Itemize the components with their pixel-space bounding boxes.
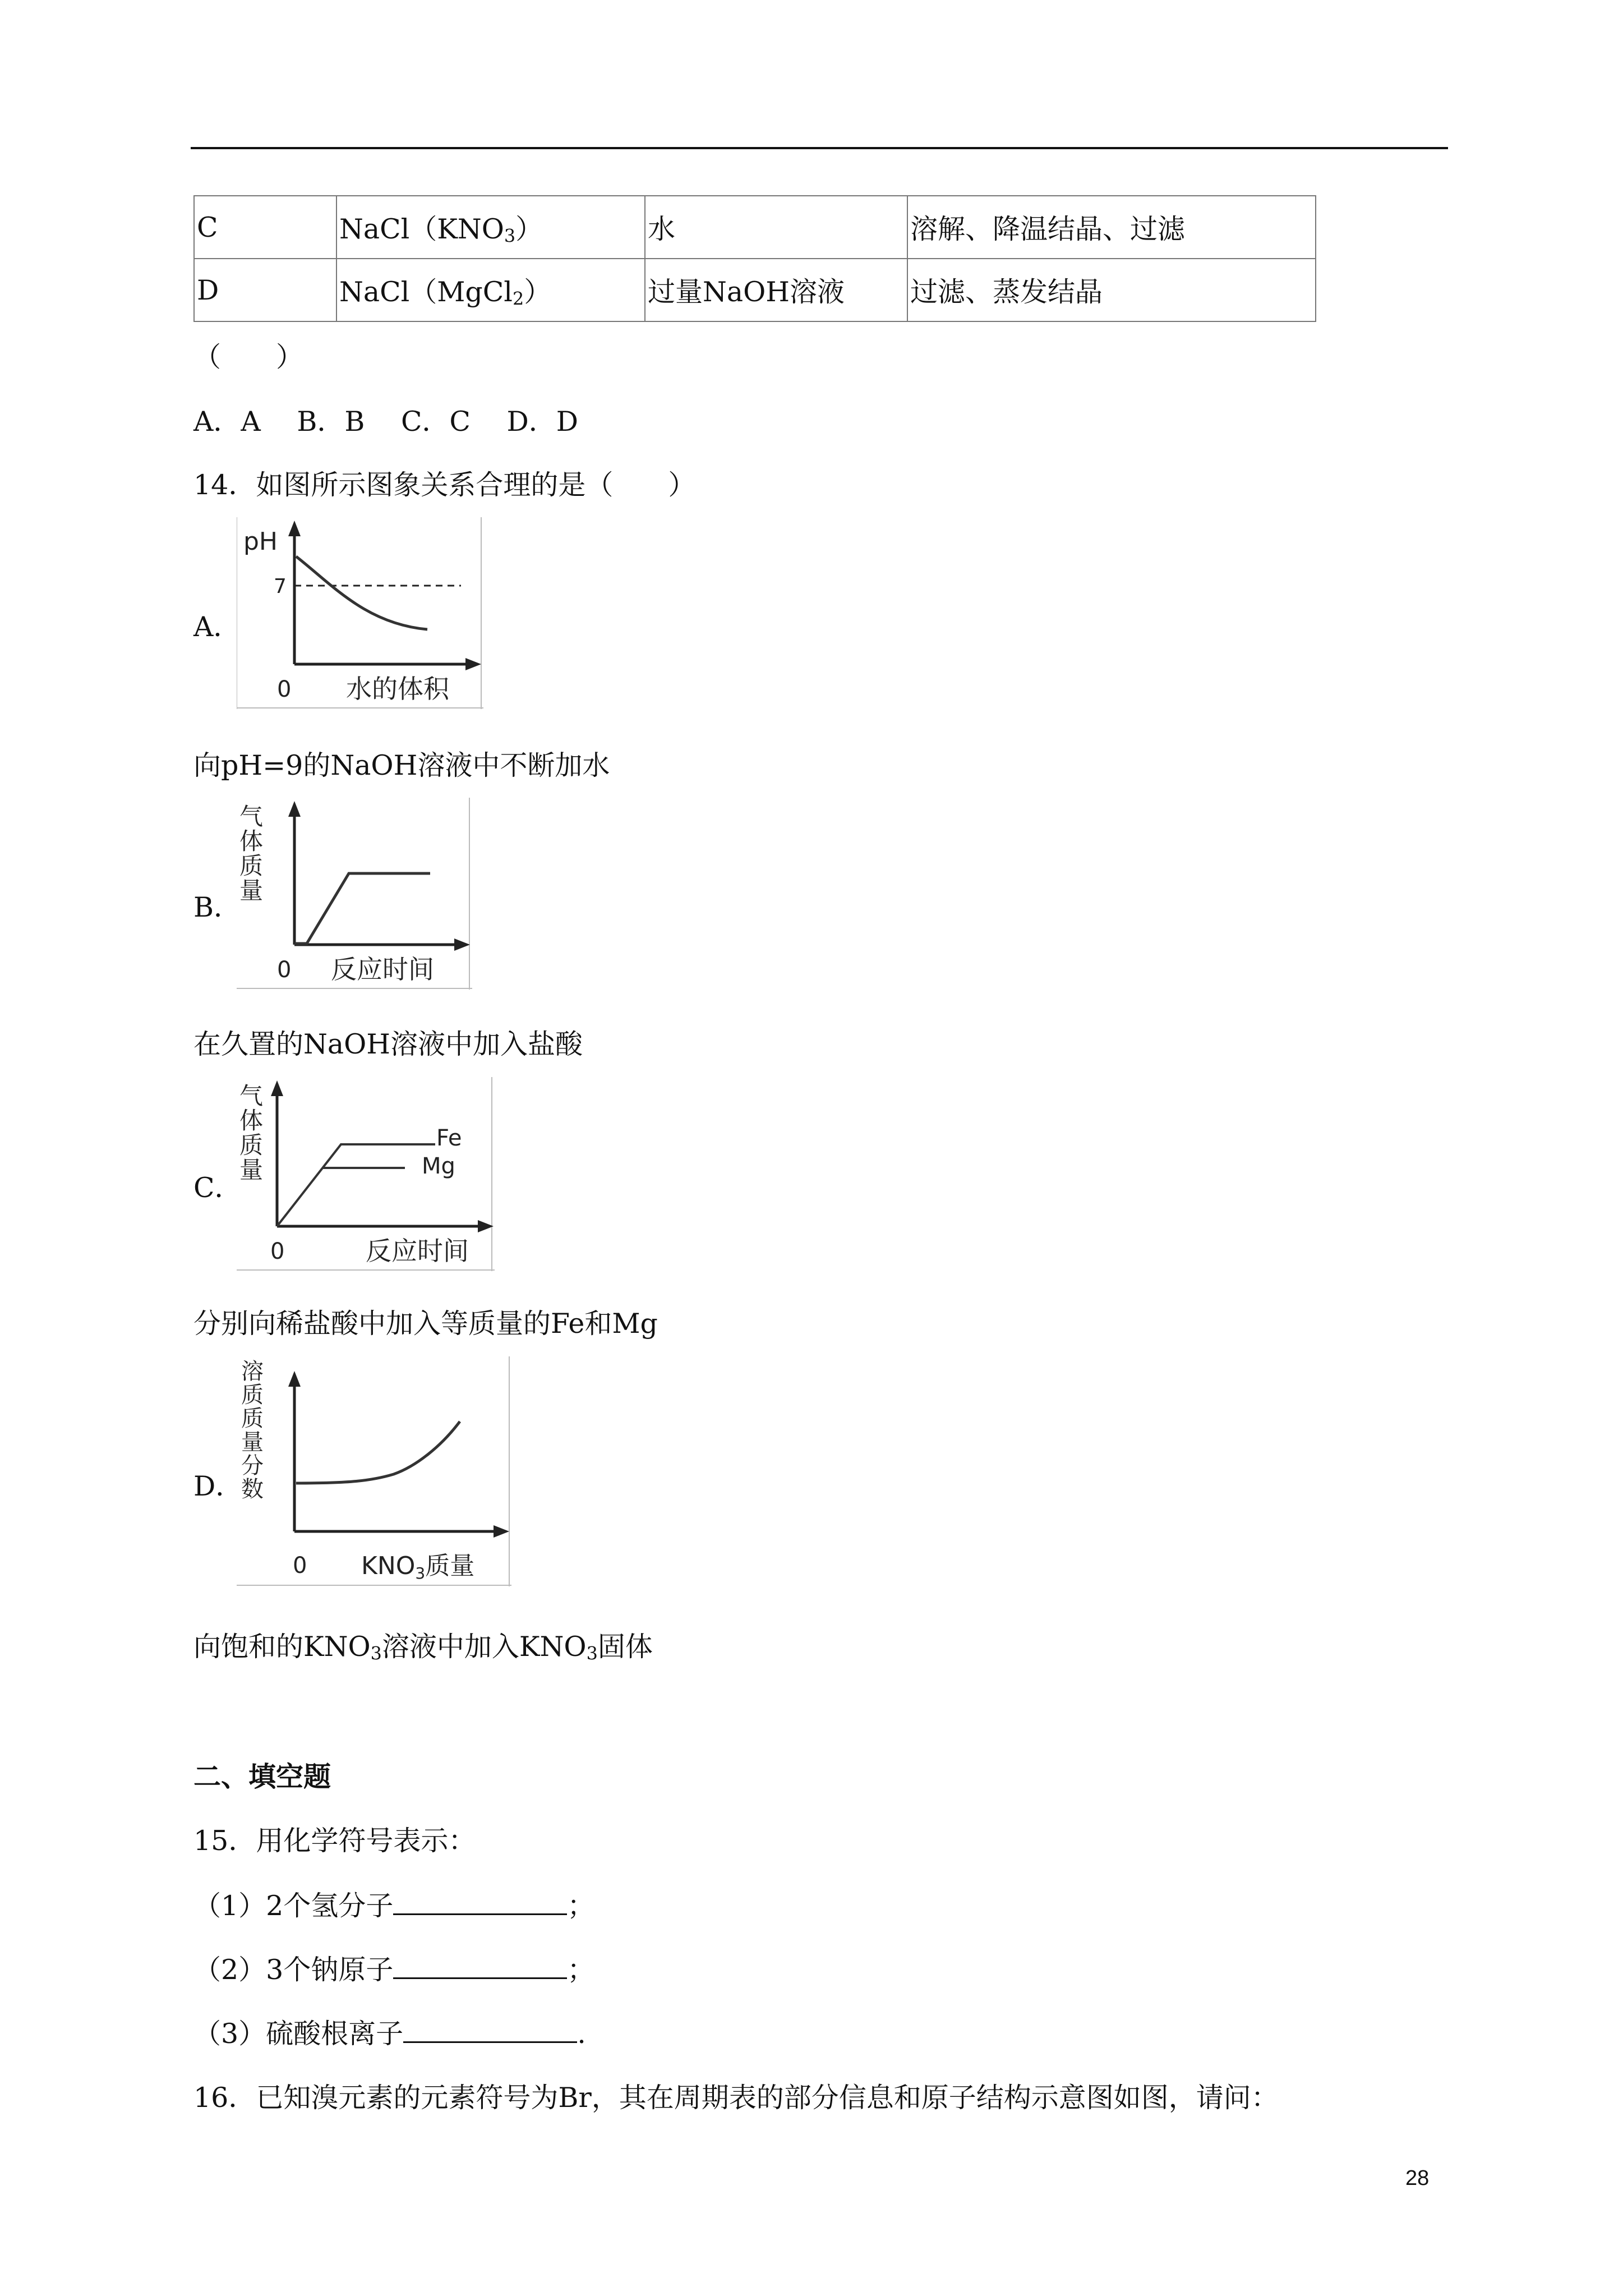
sample-cell: NaCl（MgCl$_2$）	[336, 259, 645, 321]
option-c-letter: C．	[193, 1172, 242, 1204]
y-axis-label	[239, 803, 263, 904]
y-axis-label-char: 量	[241, 1429, 264, 1455]
y-axis-label: pH	[243, 527, 278, 556]
q15-item-2: （2）3个钠原子 ；	[193, 1954, 595, 1986]
option-a-caption: 向pH=9的NaOH溶液中不断加水	[193, 749, 610, 781]
y-axis-label-char: 量	[239, 877, 264, 904]
y-axis-arrow	[288, 521, 301, 536]
y-axis-label	[239, 1082, 263, 1184]
section-title: 二、填空题	[193, 1761, 331, 1793]
y-axis-arrow	[288, 801, 301, 817]
answer-blank[interactable]	[393, 1955, 567, 1979]
origin-label: 0	[277, 677, 292, 702]
q13-choices: A．A B．B C．C D．D	[193, 406, 579, 438]
answer-blank[interactable]	[403, 2019, 577, 2043]
y-axis-label-char: 分	[241, 1453, 264, 1479]
answer-paren: （ ）	[193, 341, 304, 373]
y-axis-label-char: 质	[239, 1131, 264, 1159]
fe-curve	[277, 1144, 435, 1226]
sample-cell: $NaCl(KNO_3)$	[336, 196, 645, 259]
row-label: D	[194, 259, 336, 321]
reagent-cell: 水	[645, 196, 907, 259]
x-axis-arrow	[478, 1220, 494, 1232]
y-axis-label-char: 溶	[241, 1359, 264, 1384]
y-axis-label-char: 体	[239, 1107, 264, 1134]
y-axis-arrow	[271, 1080, 283, 1096]
option-b-letter: B．	[193, 891, 242, 923]
option-a-letter: A．	[193, 611, 241, 643]
graph-a	[237, 517, 483, 709]
y-axis-arrow	[288, 1371, 301, 1387]
graph-b	[237, 798, 472, 990]
y-axis-label	[241, 1359, 264, 1502]
option-c-caption: 分别向稀盐酸中加入等质量的Fe和Mg	[193, 1308, 658, 1340]
options-table	[193, 195, 1316, 322]
origin-label: 0	[277, 957, 292, 983]
y-axis-label-char: 量	[239, 1156, 264, 1184]
x-axis-arrow	[494, 1525, 509, 1538]
x-axis-label: KNO3质量	[361, 1552, 475, 1582]
q14-stem: 14．如图所示图象关系合理的是（ ）	[193, 469, 696, 501]
reagent-cell: 过量NaOH溶液	[645, 259, 907, 321]
option-d-letter: D．	[193, 1470, 243, 1502]
series-label-mg: Mg	[422, 1153, 455, 1179]
y-axis-label-char: 气	[239, 803, 264, 830]
table-row	[194, 259, 1316, 321]
y-axis-label-char: 气	[239, 1082, 264, 1110]
x-axis-arrow	[454, 938, 470, 951]
q15-stem: 15．用化学符号表示：	[193, 1825, 476, 1857]
method-cell: 过滤、蒸发结晶	[907, 259, 1316, 321]
y-axis-label-char: 质	[239, 852, 264, 880]
q15-item-1: （1）2个氢分子 ；	[193, 1890, 595, 1922]
series-label-fe: Fe	[436, 1125, 462, 1151]
origin-label: 0	[270, 1239, 285, 1264]
option-d-caption: 向饱和的$KNO_3$溶液中加入$KNO_3$固体	[193, 1631, 653, 1664]
x-axis-arrow	[465, 658, 481, 670]
y-axis-label-char: 质	[241, 1406, 264, 1432]
header-rule	[191, 147, 1448, 149]
y-axis-label-char: 体	[239, 827, 264, 855]
y-axis-label-char: 质	[241, 1382, 264, 1408]
graph-c	[237, 1077, 495, 1271]
gas-curve	[294, 873, 430, 944]
table-row	[194, 196, 1316, 259]
page-number: 28	[1405, 2166, 1430, 2190]
x-axis-label: 反应时间	[331, 954, 434, 984]
y-axis-label-char: 数	[241, 1476, 264, 1502]
answer-blank[interactable]	[393, 1891, 567, 1915]
x-axis-label: 水的体积	[346, 674, 449, 704]
ref-label: 7	[274, 575, 287, 598]
graph-d	[237, 1356, 511, 1586]
x-axis-label: 反应时间	[366, 1236, 469, 1266]
option-b-caption: 在久置的NaOH溶液中加入盐酸	[193, 1028, 583, 1060]
q15-item-3: （3）硫酸根离子 .	[193, 2018, 586, 2050]
q16-stem: 16．已知溴元素的元素符号为Br，其在周期表的部分信息和原子结构示意图如图，请问：	[193, 2082, 1279, 2114]
fraction-curve	[296, 1421, 460, 1483]
row-label: C	[194, 196, 336, 259]
method-cell: 溶解、降温结晶、过滤	[907, 196, 1316, 259]
ph-curve	[296, 556, 427, 629]
origin-label: 0	[293, 1553, 307, 1579]
